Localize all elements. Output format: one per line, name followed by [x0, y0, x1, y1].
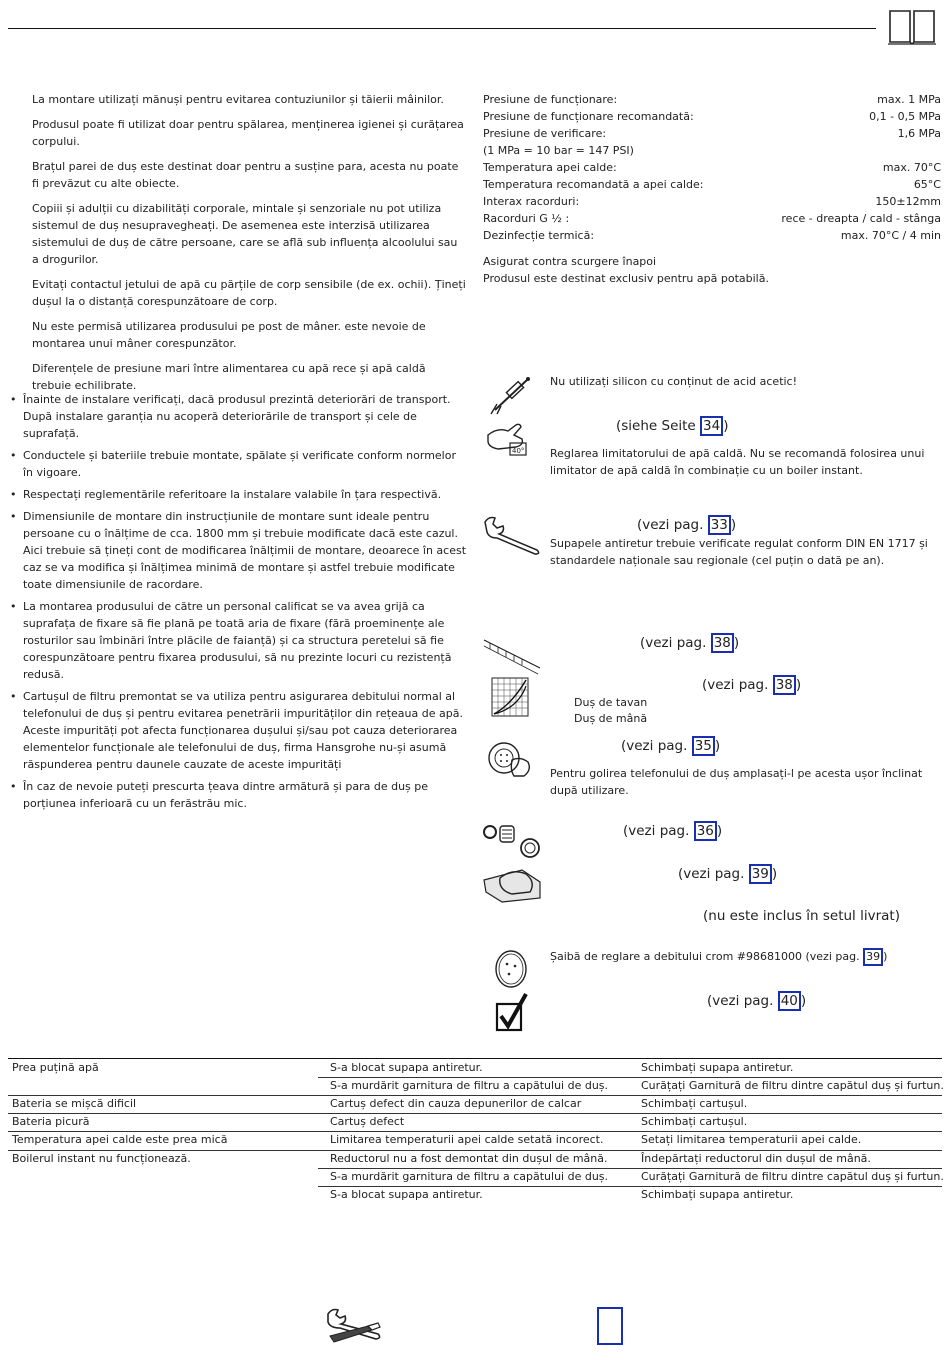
page-link[interactable]: 39	[863, 948, 883, 966]
ref-text: (vezi pag.	[702, 677, 773, 693]
page-link[interactable]: 39	[749, 864, 772, 884]
silicone-note: Nu utilizați silicon cu conținut de acid acetic!	[550, 375, 798, 388]
header-rule	[8, 28, 876, 29]
cause-cell: Cartuș defect din cauza depunerilor de calcar	[330, 1097, 582, 1110]
spec-label: Dezinfecție termică:	[483, 229, 595, 242]
safety-paragraph: Produsul poate fi utilizat doar pentru spălarea, menținerea igienei și curățarea corpului.	[32, 118, 464, 148]
list-item: • Respectați reglementările referitoare la instalare valabile în țara respectivă.	[8, 486, 468, 503]
list-item: • Dimensiunile de montare din instrucțiunile de montare sunt ideale pentru persoane cu o înălțime de cca. 1800 mm și trebuie modificate dacă este cazul. Aici trebuie să țineți cont de modificarea înălțimii de montare, deoarece în acest caz se va modifica și înălțimea minimă de montare și astfel trebuie modificate toate dimensiunile de racordare.	[8, 508, 468, 593]
filter-parts-icon	[482, 822, 542, 860]
list-item: • În caz de nevoie puteți prescurta țeava dintre armătură și para de duș pe porțiunea inferioară cu un ferăstrău mic.	[8, 778, 468, 812]
table-row	[8, 1113, 942, 1131]
remedy-cell: Curățați Garnitură de filtru dintre capătul duș și furtun.	[641, 1170, 944, 1183]
cause-cell: S-a murdărit garnitura de filtru a capătului de duș.	[330, 1170, 609, 1183]
page-reference	[616, 416, 729, 436]
remedy-cell: Schimbați supapa antiretur.	[641, 1188, 794, 1201]
spec-label: Presiune de verificare:	[483, 127, 607, 140]
table-row	[8, 1186, 942, 1204]
ref-text: (vezi pag.	[707, 993, 778, 1009]
cause-cell: S-a blocat supapa antiretur.	[330, 1188, 483, 1201]
spec-value: 65°C	[913, 178, 941, 191]
spec-value: max. 70°C	[882, 161, 941, 174]
ref-text: (vezi pag.	[623, 823, 694, 839]
ref-text: (vezi pag.	[640, 635, 711, 651]
ref-close: )	[716, 823, 723, 839]
ref-close: )	[723, 418, 729, 434]
table-row	[8, 1131, 942, 1149]
spec-value: rece - dreapta / cald - stânga	[781, 212, 941, 225]
list-item: • Înainte de instalare verificați, dacă produsul prezintă deteriorări de transport. După instalare garanția nu acoperă deteriorările de transport și cele de suprafață.	[8, 391, 468, 442]
page-reference	[702, 675, 801, 695]
spec-row	[483, 91, 941, 108]
hand-nozzle-cleaning-icon	[486, 738, 536, 780]
remedy-cell: Îndepărtați reductorul din dușul de mână.	[641, 1152, 871, 1165]
ref-text: (vezi pag.	[621, 738, 692, 754]
wrench-icon	[483, 514, 541, 556]
remedy-cell: Setați limitarea temperaturii apei calde.	[641, 1133, 862, 1146]
list-item: • Conductele și bateriile trebuie montate, spălate și verificate conform normelor în vigoare.	[8, 447, 468, 481]
disc-text: Șaibă de reglare a debitului crom #98681000 (vezi pag.	[550, 950, 864, 963]
list-item: • La montarea produsului de către un personal calificat se va avea grijă ca suprafața de fixare să fie plană pe toată aria de fixare (fără proeminențe ale rosturilor sau îmbinări între plăcile de faianță) și ca structura peretelui să fie corespunzătoare pentru fixarea produsului, să nu prezinte locuri cu rezistență redusă.	[8, 598, 468, 683]
safety-paragraph: La montare utilizați mănuși pentru evitarea contuziunilor și tăierii mâinilor.	[32, 93, 444, 106]
problem-cell: Bateria picură	[12, 1115, 90, 1128]
safety-paragraph: Nu este permisă utilizarea produsului pe post de mâner. este nevoie de montarea unui mâner corespunzător.	[32, 320, 426, 350]
spec-row	[483, 210, 941, 227]
flow-regulator-disc-icon	[493, 948, 529, 990]
spec-label: Racorduri G ½ :	[483, 212, 570, 225]
remedy-cell: Curățați Garnitură de filtru dintre capătul duș și furtun.	[641, 1079, 944, 1092]
problem-cell: Bateria se mișcă dificil	[12, 1097, 137, 1110]
ref-close: )	[714, 738, 721, 754]
remedy-cell: Schimbați cartușul.	[641, 1115, 748, 1128]
checkmark-box-icon	[495, 992, 529, 1032]
page-link[interactable]: 40	[778, 991, 801, 1011]
ref-close: )	[733, 635, 740, 651]
spec-label: (1 MPa = 10 bar = 147 PSI)	[483, 144, 634, 157]
ref-text: (siehe Seite	[616, 418, 701, 434]
problem-cell: Boilerul instant nu funcționează.	[12, 1152, 191, 1165]
page-link[interactable]: 38	[773, 675, 796, 695]
silicone-gun-icon	[487, 374, 535, 416]
cause-cell: S-a blocat supapa antiretur.	[330, 1061, 483, 1074]
page-link[interactable]: 35	[692, 736, 715, 756]
spec-row	[483, 227, 941, 244]
remedy-cell: Schimbați supapa antiretur.	[641, 1061, 794, 1074]
spec-row	[483, 125, 941, 142]
spec-label: Presiune de funcționare:	[483, 93, 618, 106]
book-icon	[887, 6, 937, 46]
safety-paragraph: Diferențele de presiune mari între alimentarea cu apă rece și apă caldă trebuie echilibrate.	[32, 362, 426, 392]
ref-close: )	[795, 677, 802, 693]
safety-paragraph: Brațul parei de duș este destinat doar pentru a susține para, acesta nu poate fi prevăzut cu alte obiecte.	[32, 160, 459, 190]
page-reference	[621, 736, 720, 756]
page-link[interactable]: 34	[700, 416, 723, 436]
spec-value: 150±12mm	[875, 195, 941, 208]
safety-paragraph: Evitați contactul jetului de apă cu părțile de corp sensibile (de ex. ochii). Țineți dușul la o distanță corespunzătoare de corp.	[32, 278, 466, 308]
shower-ceiling-label: Duș de tavan	[574, 696, 648, 709]
remedy-cell: Schimbați cartușul.	[641, 1097, 748, 1110]
disc-note	[550, 948, 887, 966]
spec-row	[483, 142, 941, 159]
ref-text: (vezi pag.	[637, 517, 708, 533]
ref-close: )	[800, 993, 807, 1009]
problem-cell: Prea puțină apă	[12, 1061, 99, 1074]
spec-label: Interax racorduri:	[483, 195, 580, 208]
spec-value: 0,1 - 0,5 MPa	[869, 110, 941, 123]
page-link[interactable]: 36	[694, 821, 717, 841]
svg-text:40°: 40°	[512, 447, 525, 455]
flow-diagram-icon	[482, 634, 542, 718]
ref-close: )	[883, 950, 888, 963]
ref-text: (vezi pag.	[678, 866, 749, 882]
not-included-note: (nu este inclus în setul livrat)	[703, 908, 900, 924]
page-reference	[678, 864, 777, 884]
hand-temperature-limiter-icon	[484, 417, 534, 459]
cause-cell: S-a murdărit garnitura de filtru a capătului de duș.	[330, 1079, 609, 1092]
cause-cell: Limitarea temperaturii apei calde setată incorect.	[330, 1133, 604, 1146]
page-reference	[707, 991, 806, 1011]
limiter-note: Reglarea limitatorului de apă caldă. Nu se recomandă folosirea unui limitator de apă caldă în combinație cu un boiler instant.	[550, 447, 925, 477]
safety-paragraph: Copiii și adulții cu dizabilități corporale, mintale și senzoriale nu pot utiliza sistemul de duș nesupravegheați. De asemenea este interzisă utilizarea sistemului de duș de către persoane, care se află sub influența alcoolului sau a drogurilor.	[32, 202, 458, 266]
table-row	[8, 1150, 942, 1168]
page-reference	[637, 515, 736, 535]
spec-value: 1,6 MPa	[897, 127, 941, 140]
spec-label: Temperatura recomandată a apei calde:	[483, 178, 704, 191]
shower-hand-label: Duș de mână	[574, 712, 648, 725]
table-row	[8, 1059, 942, 1077]
spec-row	[483, 176, 941, 193]
page-link[interactable]: 33	[708, 515, 731, 535]
page-reference	[640, 633, 739, 653]
cause-cell: Reductorul nu a fost demontat din dușul de mână.	[330, 1152, 608, 1165]
ref-close: )	[730, 517, 737, 533]
tools-icon	[324, 1306, 382, 1348]
cloth-cleaning-icon	[482, 862, 542, 904]
valve-note: Supapele antiretur trebuie verificate regulat conform DIN EN 1717 și standardele naționale sau regionale (cel puțin o dată pe an).	[550, 537, 928, 567]
spec-label: Presiune de funcționare recomandată:	[483, 110, 694, 123]
spec-row	[483, 108, 941, 125]
page-reference	[623, 821, 722, 841]
problem-cell: Temperatura apei calde este prea mică	[12, 1133, 228, 1146]
table-row	[8, 1077, 942, 1095]
backflow-note: Asigurat contra scurgere înapoi	[483, 255, 657, 268]
page-marker-box	[597, 1307, 623, 1345]
potable-water-note: Produsul este destinat exclusiv pentru apă potabilă.	[483, 272, 769, 285]
table-row	[8, 1095, 942, 1113]
page-link[interactable]: 38	[711, 633, 734, 653]
drain-note: Pentru golirea telefonului de duș amplasați-l pe acesta ușor înclinat după utilizare.	[550, 767, 923, 797]
list-item: • Cartușul de filtru premontat se va utiliza pentru asigurarea debitului normal al telefonului de duș și pentru evitarea penetrării impurităților din rețeaua de apă. Aceste impurități pot afecta funcționarea dușului și/sau pot cauza deteriorarea elementelor funcționale ale telefonului de duș, firma Hansgrohe nu-și asumă răspunderea pentru daunele cauzate de aceste impurități	[8, 688, 468, 773]
spec-row	[483, 193, 941, 210]
ref-close: )	[771, 866, 778, 882]
installation-bullets	[8, 391, 468, 817]
spec-value: max. 1 MPa	[877, 93, 941, 106]
safety-notes	[32, 91, 467, 402]
table-row	[8, 1168, 942, 1186]
spec-value: max. 70°C / 4 min	[840, 229, 941, 242]
cause-cell: Cartuș defect	[330, 1115, 405, 1128]
spec-label: Temperatura apei calde:	[483, 161, 617, 174]
spec-row	[483, 159, 941, 176]
